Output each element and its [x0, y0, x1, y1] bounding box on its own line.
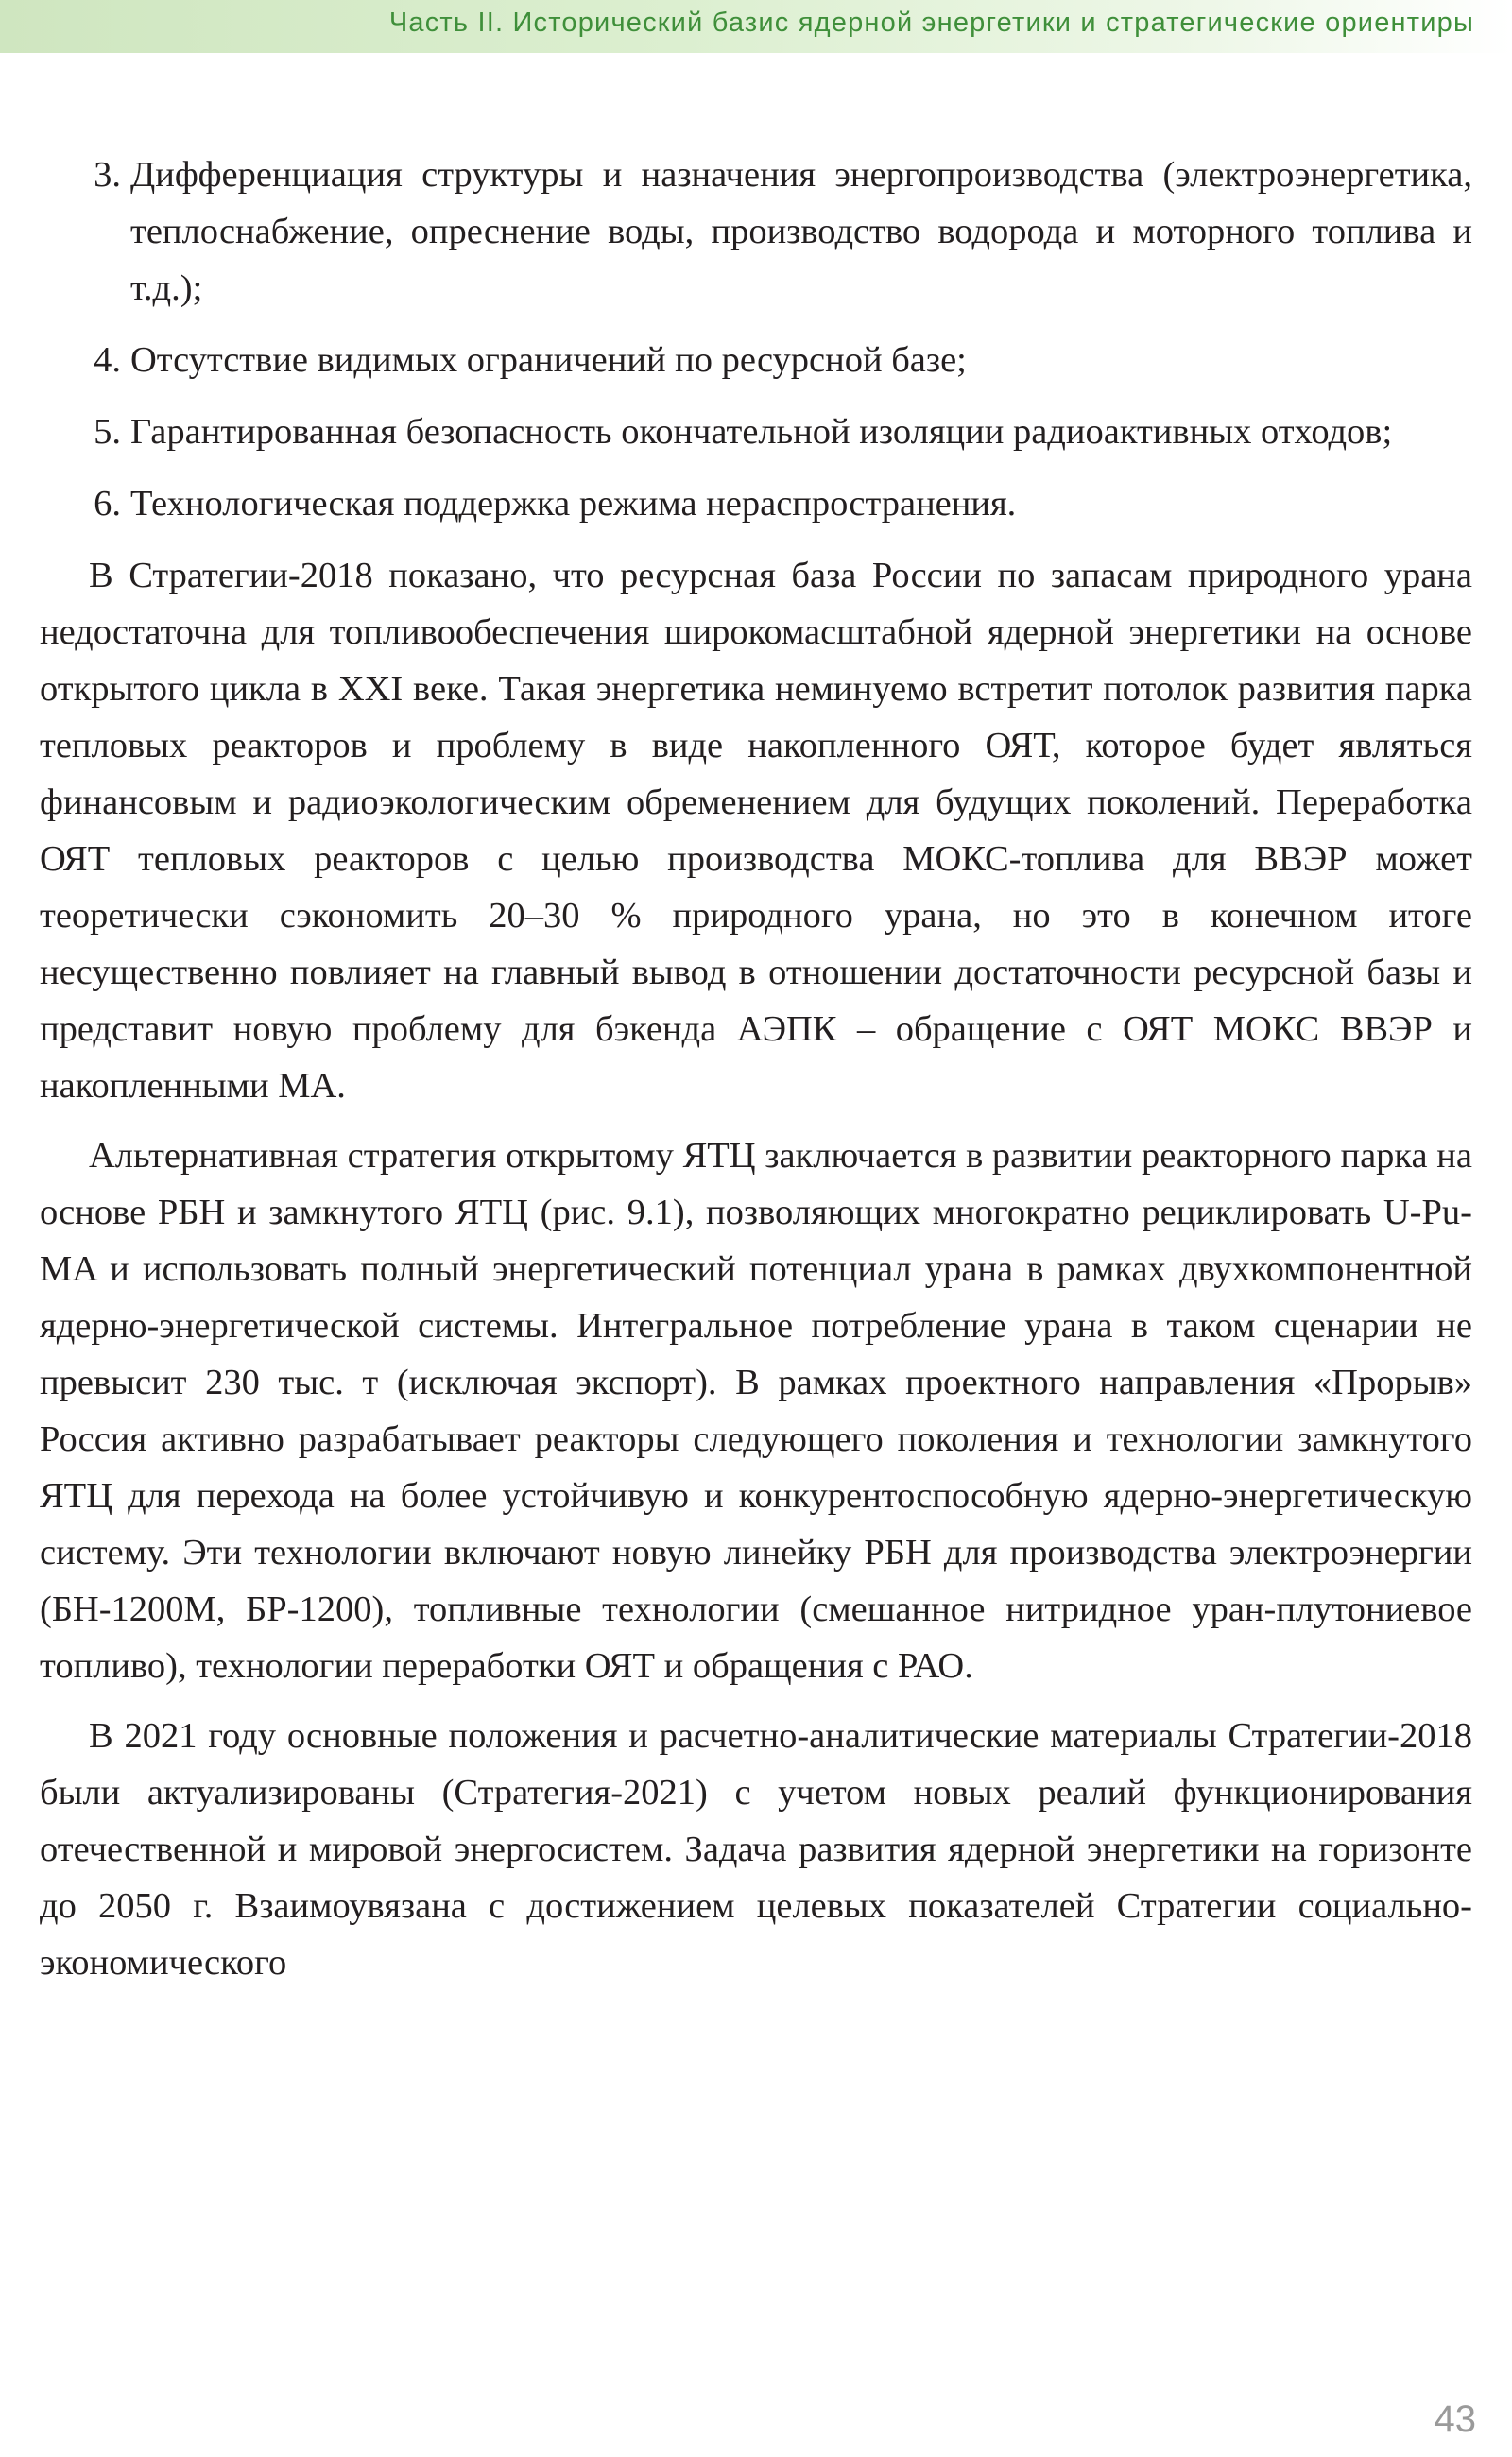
list-item-number: 4. — [94, 340, 121, 380]
list-item — [40, 475, 1472, 532]
list-item — [40, 404, 1472, 460]
list-item-text: Гарантированная безопасность окончательной изоляции радиоактивных отходов; — [130, 412, 1393, 452]
body-paragraph: В Стратегии-2018 показано, что ресурсная база России по запасам природного урана недостаточна для топливообеспечения широкомасштабной ядерной энергетики на основе открытого цикла в XXI веке. Такая энергетика неминуемо встретит потолок развития парка тепловых реакторов и проблему в виде накопленного ОЯТ, которое будет являться финансовым и радиоэкологическим обременением для будущих поколений. Переработка ОЯТ тепловых реакторов с целью производства МОКС-топлива для ВВЭР может теоретически сэкономить 20–30 % природного урана, но это в конечном итоге несущественно повлияет на главный вывод в отношении достаточности ресурсной базы и представит новую проблему для бэкенда АЭПК – обращение с ОЯТ МОКС ВВЭР и накопленными МА. — [40, 556, 1472, 1106]
list-item-text: Отсутствие видимых ограничений по ресурсной базе; — [130, 340, 967, 380]
list-item-number: 3. — [94, 155, 121, 195]
running-header — [0, 0, 1512, 53]
list-item-text: Технологическая поддержка режима нераспространения. — [130, 484, 1017, 524]
list-item-number: 6. — [94, 484, 121, 524]
body-paragraph: Альтернативная стратегия открытому ЯТЦ заключается в развитии реакторного парка на основе РБН и замкнутого ЯТЦ (рис. 9.1), позволяющих многократно рециклировать U-Pu-MA и использовать полный энергетический потенциал урана в рамках двухкомпонентной ядерно-энергетической системы. Интегральное потребление урана в таком сценарии не превысит 230 тыс. т (исключая экспорт). В рамках проектного направления «Прорыв» Россия активно разрабатывает реакторы следующего поколения и технологии замкнутого ЯТЦ для перехода на более устойчивую и конкурентоспособную ядерно-энергетическую систему. Эти технологии включают новую линейку РБН для производства электроэнергии (БН-1200М, БР-1200), топливные технологии (смешанное нитридное уран-плутониевое топливо), технологии переработки ОЯТ и обращения с РАО. — [40, 1136, 1472, 1686]
body-paragraph: В 2021 году основные положения и расчетно-аналитические материалы Стратегии-2018 были актуализированы (Стратегия-2021) с учетом новых реалий функционирования отечественной и мировой энергосистем. Задача развития ядерной энергетики на горизонте до 2050 г. Взаимоувязана с достижением целевых показателей Стратегии социально-экономического — [40, 1716, 1472, 1983]
list-item-text: Дифференциация структуры и назначения энергопроизводства (электроэнергетика, теплоснабжение, опреснение воды, производство водорода и моторного топлива и т.д.); — [130, 155, 1472, 308]
list-item — [40, 332, 1472, 388]
page-number: 43 — [1434, 2398, 1476, 2440]
numbered-list — [40, 146, 1472, 532]
running-header-title: Часть II. Исторический базис ядерной энергетики и стратегические ориентиры — [388, 8, 1474, 38]
page-body — [40, 146, 1472, 2004]
list-item — [40, 146, 1472, 317]
list-item-number: 5. — [94, 412, 121, 452]
